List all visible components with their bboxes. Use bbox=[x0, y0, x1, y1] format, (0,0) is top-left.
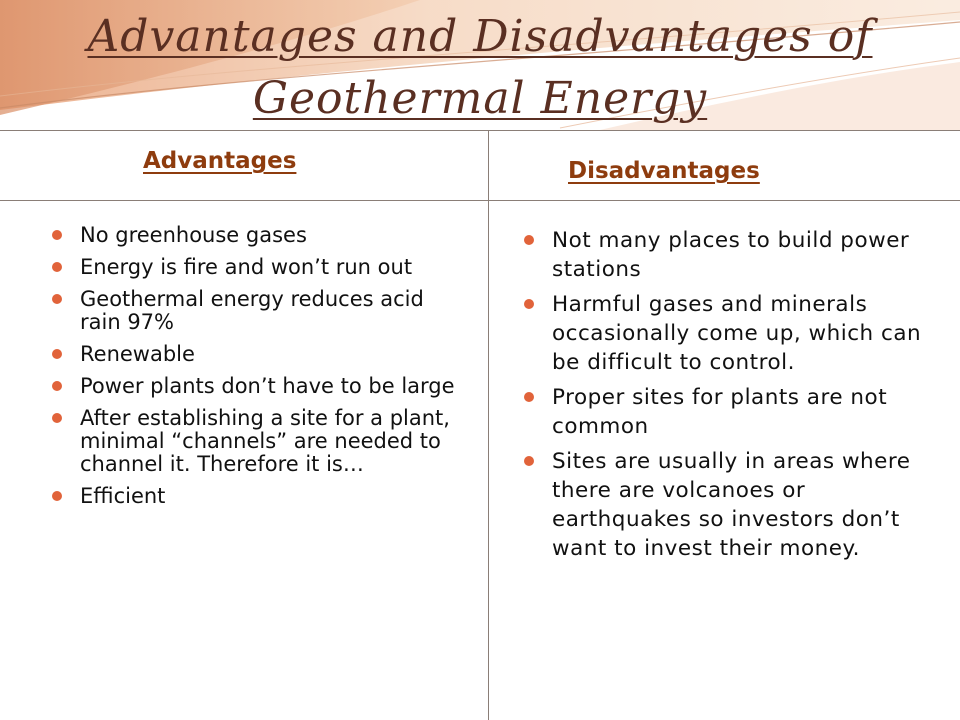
list-item-text: Proper sites for plants are not common bbox=[552, 385, 888, 439]
list-item-text: Geothermal energy reduces acid rain 97% bbox=[80, 287, 424, 334]
list-item bbox=[524, 226, 944, 284]
slide-title bbox=[0, 6, 960, 130]
list-item-text: Energy is fire and won’t run out bbox=[80, 255, 413, 279]
disadvantages-list bbox=[524, 226, 944, 569]
bullet-icon bbox=[52, 413, 62, 423]
list-item bbox=[52, 375, 462, 398]
list-item-text: Power plants don’t have to be large bbox=[80, 374, 455, 398]
list-item-text: After establishing a site for a plant, minimal “channels” are needed to channel it. Therefore it is… bbox=[80, 406, 450, 476]
list-item bbox=[52, 407, 462, 476]
bullet-icon bbox=[524, 235, 534, 245]
advantages-heading: Advantages bbox=[143, 148, 297, 174]
disadvantages-heading: Disadvantages bbox=[568, 158, 760, 184]
list-item-text: Sites are usually in areas where there are volcanoes or earthquakes so investors don’t want to invest their money. bbox=[552, 449, 911, 561]
list-item-text: No greenhouse gases bbox=[80, 223, 307, 247]
header-row-rule bbox=[0, 200, 960, 201]
list-item-text: Efficient bbox=[80, 484, 166, 508]
table-top-rule bbox=[0, 130, 960, 131]
list-item-text: Renewable bbox=[80, 342, 195, 366]
bullet-icon bbox=[52, 491, 62, 501]
list-item bbox=[524, 290, 944, 377]
bullet-icon bbox=[524, 392, 534, 402]
advantages-list bbox=[52, 224, 462, 517]
list-item bbox=[524, 383, 944, 441]
column-divider bbox=[488, 130, 489, 720]
list-item bbox=[52, 224, 462, 247]
bullet-icon bbox=[524, 456, 534, 466]
list-item bbox=[52, 343, 462, 366]
bullet-icon bbox=[52, 230, 62, 240]
title-line-1: Advantages and Disadvantages of bbox=[87, 11, 873, 62]
bullet-icon bbox=[52, 381, 62, 391]
bullet-icon bbox=[52, 262, 62, 272]
bullet-icon bbox=[52, 294, 62, 304]
list-item bbox=[52, 256, 462, 279]
list-item-text: Harmful gases and minerals occasionally come up, which can be difficult to control. bbox=[552, 292, 922, 375]
bullet-icon bbox=[52, 349, 62, 359]
list-item bbox=[52, 288, 462, 334]
list-item-text: Not many places to build power stations bbox=[552, 228, 910, 282]
title-line-2: Geothermal Energy bbox=[252, 73, 708, 124]
bullet-icon bbox=[524, 299, 534, 309]
list-item bbox=[52, 485, 462, 508]
list-item bbox=[524, 447, 944, 563]
